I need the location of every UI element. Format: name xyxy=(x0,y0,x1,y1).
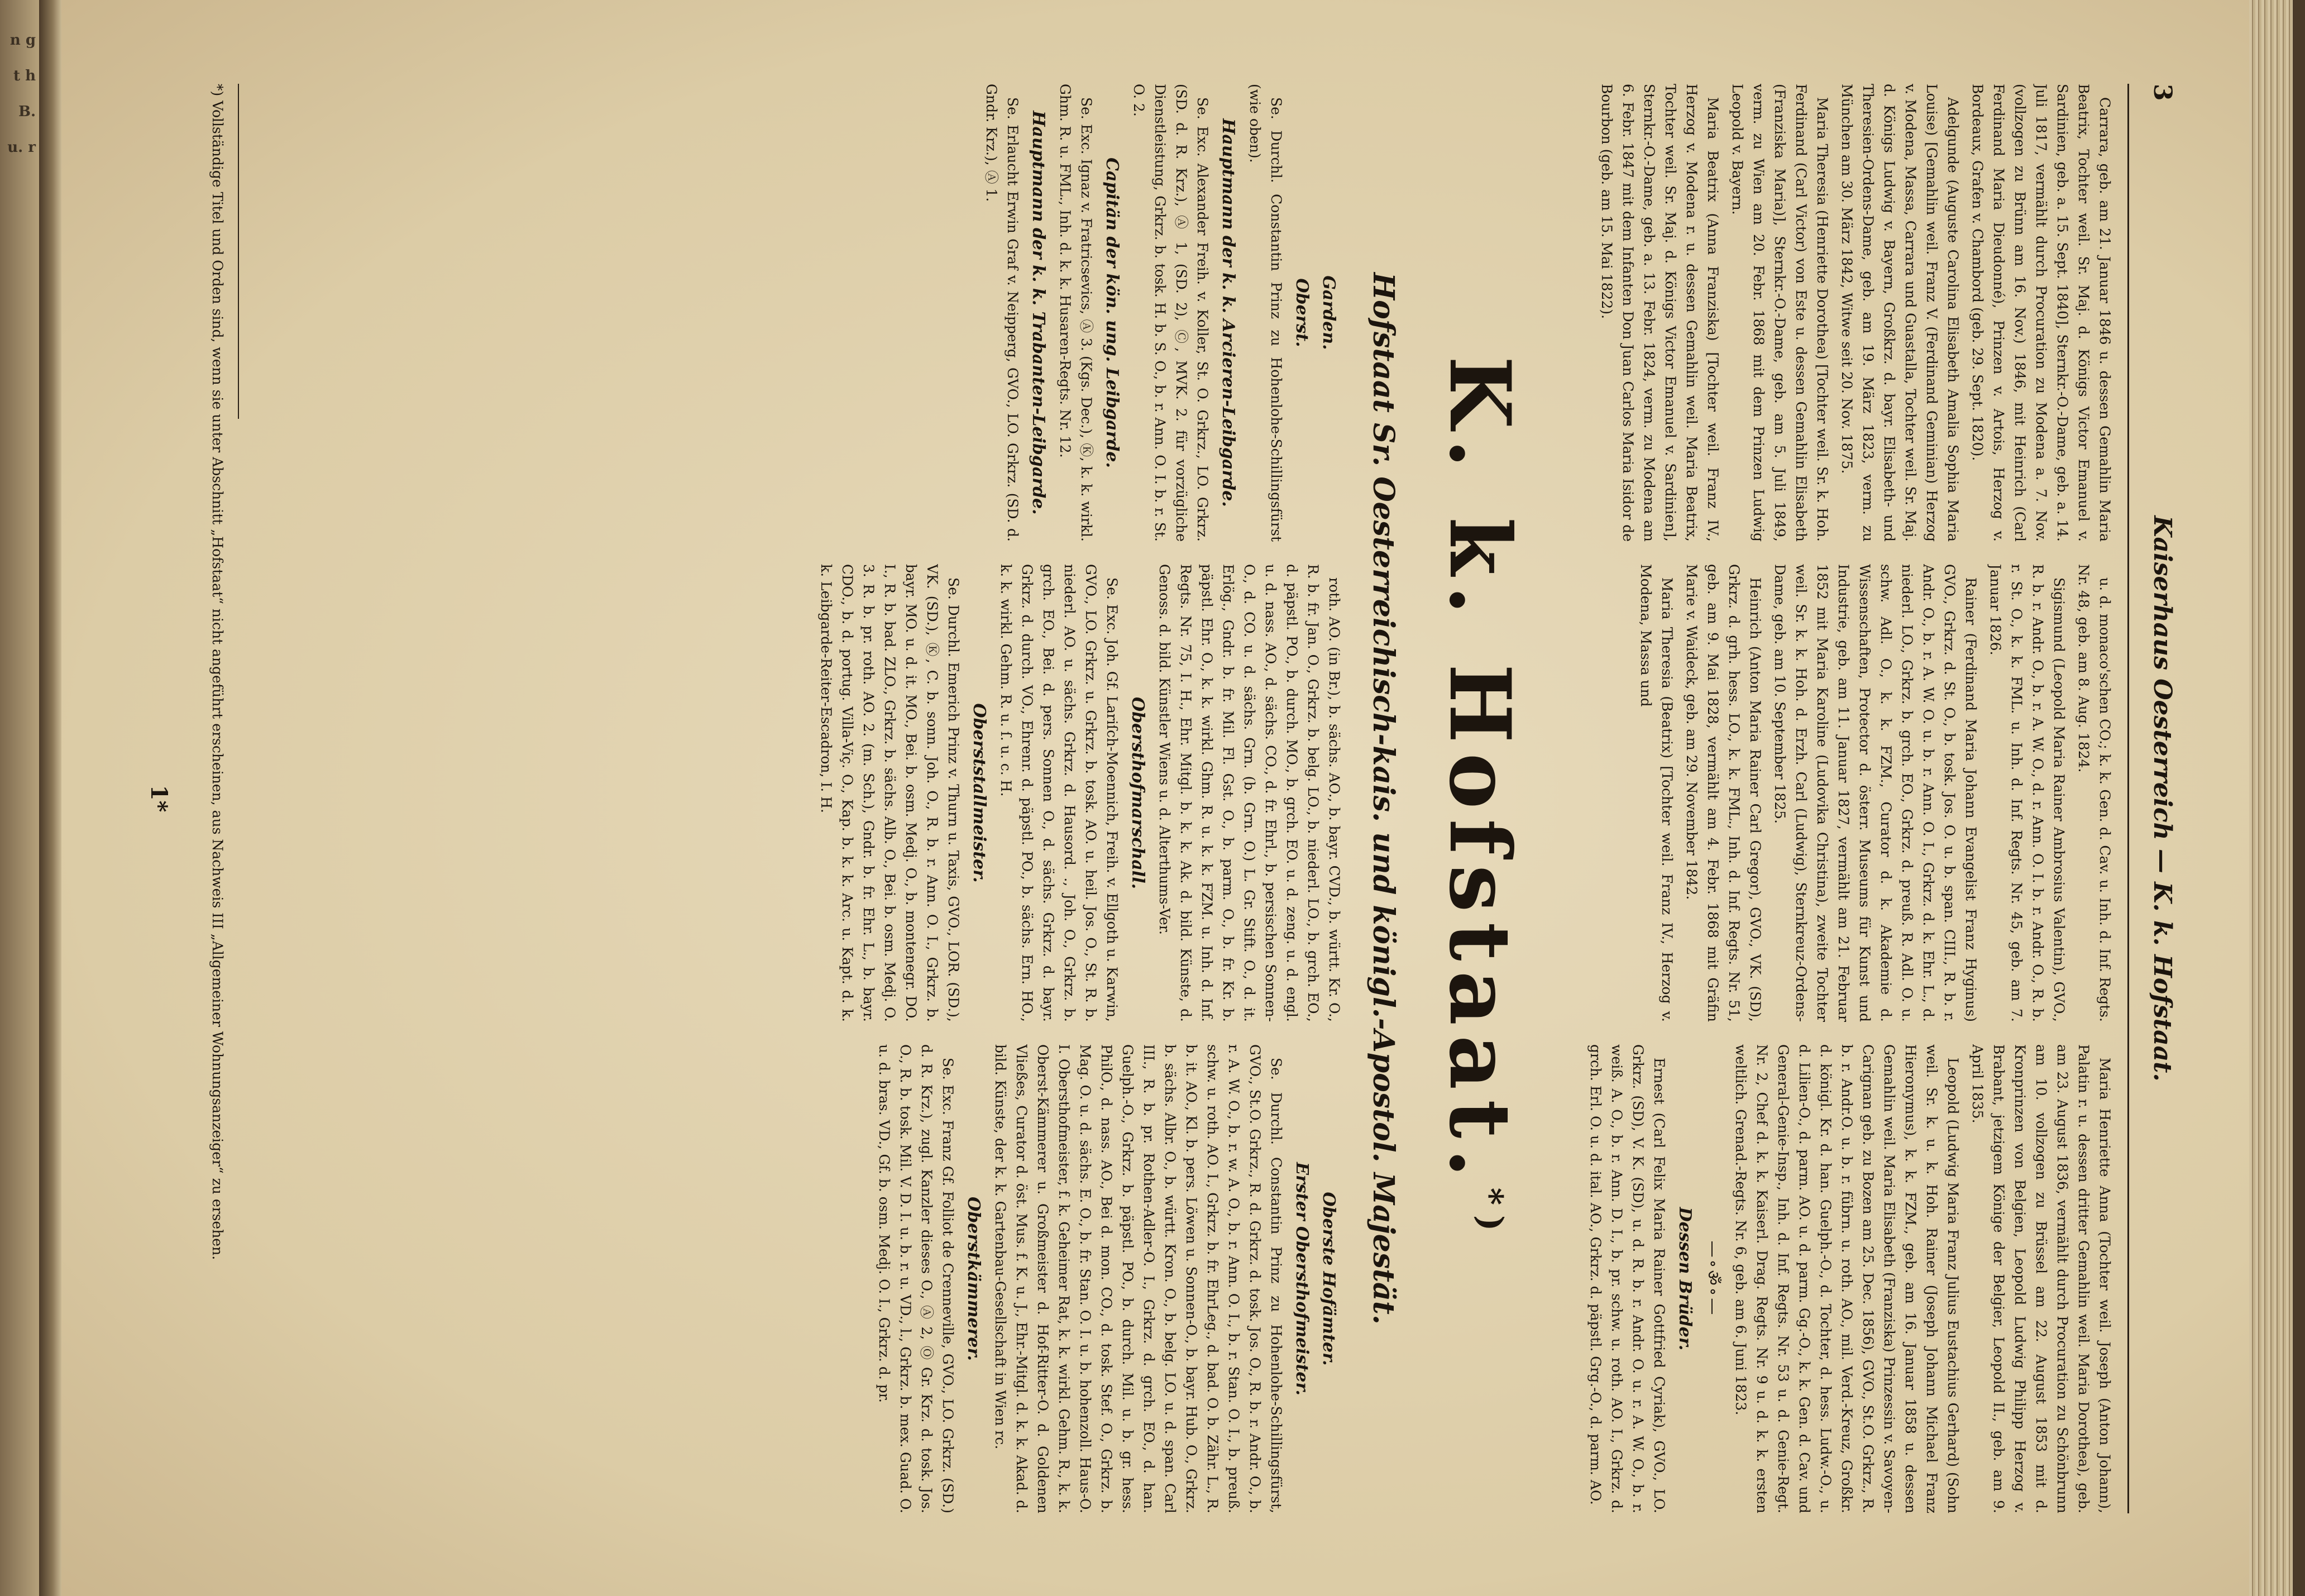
entry-paragraph: Se. Erlaucht Erwin Graf v. Neipperg, GVO., LO. Grkrz. (SD. d. Gndr. Krz.), Ⓐ 1. xyxy=(983,84,1021,542)
entry-paragraph: Heinrich (Anton Maria Rainer Carl Gregor), GVO., VK. (SD), Grkrz. d. grh. hess. LO., k. k. FML., Inh. d. Inf. Regts. Nr. 51, geb. am 9. Mai 1828, vermählt am 4. Febr. 1868 mit Gräfin Marie v. Waideck, geb. am 29. November 1842. xyxy=(1684,564,1763,1022)
book-gutter xyxy=(39,0,61,1596)
entry-paragraph: Maria Beatrix (Anna Franziska) [Tochter weil. Franz IV., Herzog v. Modena r. u. dessen Gemahlin weil. Maria Beatrix, Tochter weil. Sr. Maj. d. Königs Victor Emanuel v. Sardinien], Sternkr.-O.-Dame, geb. a. 13. Febr. 1824, verm. zu Modena am 6. Febr. 1847 mit dem Infanten Don Juan Carlos Maria Isidor de Bourbon (geb. am 15. Mai 1822). xyxy=(1599,84,1721,542)
entry-paragraph: Se. Durchl. Constantin Prinz zu Hohenlohe-Schillingsfürst, GVO., St.O. Grkrz., R. d. Grkrz. d. tosk. Jos. O., R. b. r. Andr. O., b. r. A. W. O., b. r. w. A. O., b. r. Ann. O. I., b. r. Stan. O. I., b. preuß. schw. u. roth. AO. I., Grkrz. b. fr. EhrLeg., d. bad. O. b. Zähr. L., R. b. it. AO., Kl. b. pers. Löwen u. Sonnen-O., b. bayr. Hub. O., Grkrz. b. sächs. Albr. O., b. württ. Kron. O., b. belg. LO. u. d. span. Carl III., R. b. pr. Rothen-Adler-O. I., Grkrz. d. grch. EO., d. han. Guelph.-O., Grkrz. b. päpstl. PO., b. durch. Mil. u. b. gr. hess. PhilO., d. nass. AO., Bei d. mon. CO., d. tosk. Stef. O., Grkrz. b. Mag. O. u. d. sächs. E. O., b. fr. Stan. O. I. u. b. hohenzoll. Haus-O. I. Obersthofmeister, f. k. Geheimer Rat, k. k. wirkl. Gehm. R., k. k. Oberst-Kämmerer u. Großmeister d. Hof-Ritter-O. d. Goldenen Vließes, Curator d. öst. Mus. f. K. u. J., Ehr.-Mitgl. d. k. k. Akad. d. bild. Künste, der k. k. Gartenbau-Gesellschaft in Wien rc. xyxy=(992,1044,1284,1513)
rotated-page-content xyxy=(61,0,2249,1596)
running-header xyxy=(2132,84,2177,1513)
footnote-marker: *) xyxy=(1471,1187,1510,1241)
page-number: 3 xyxy=(2148,84,2177,101)
entry-paragraph: Adelgunde (Auguste Carolina Elisabeth Amalia Sophia Maria Louise) [Gemahlin weil. Franz V. (Ferdinand Geminian) Herzog v. Modena, Massa, Carrara und Guastalla, Tochter weil. Sr. Maj. d. Königs Ludwig v. Bayern, Großkrz. d. bayr. Elisabeth- und Theresien-Ordens-Dame, geb. am 19. März 1823, verm. zu München am 30. März 1842, Witwe seit 20. Nov. 1875. xyxy=(1839,84,1961,542)
subheading-trabanten: Hauptmann der k. k. Trabanten-Leibgarde. xyxy=(1029,111,1048,515)
subheading-hungarian-guard: Capitän der kön. ung. Leibgarde. xyxy=(1102,157,1122,468)
entry-paragraph: Ernest (Carl Felix Maria Rainer Gottfried Cyriak), GVO., LO. Grkrz. (SD), V. K. (SD), u. d. R. b. r. Andr. O. u. r. A. W. O., b. r. weiß. A. O., b. r. Ann. D. I., b. pr. schw. u. roth. AO. I., Grkrz. d. grch. Erl. O. u. d. ital. AO., Grkrz. d. päpstl. Grg.-O., d. parm. AO. xyxy=(1587,1044,1667,1513)
entry-paragraph: Se. Durchl. Constantin Prinz zu Hohenlohe-Schillingsfürst (wie oben). xyxy=(1247,84,1284,542)
entry-paragraph: Se. Exc. Joh. Gf. Lariſch-Moennich, Freih. v. Ellgoth u. Karwin, GVO., LO. Grkrz. u. Grkrz. b. tosk. AO. u. heil. Jos. O., St. R. b. niederl. AO. u. sächs. Grkrz. d. Hausord. ., Joh. O., Grkrz. b. grch. EO., Bei. d. pers. Sonnen O., d. sächs. Grkrz. d. bayr. Grkrz. d. durch. VO., Ehrenr. d. päpstl. PO., b. sächs. Ern. HO., k. k. wirkl. Gehm. R. u. ſ. u. c. H. xyxy=(998,564,1120,1022)
subheading-oberste-hofaemter: Oberste Hofämter. xyxy=(1319,1192,1338,1366)
entry-paragraph: Carrara, geb. am 21. Januar 1846 u. dessen Gemahlin Maria Beatrix, Tochter weil. Sr. Maj. d. Königs Victor Emanuel v. Sardinien, geb. a. 15. Sept. 1840], Sternkr.-O.-Dame, geb. a. 14. Juli 1817, vermählt durch Procuration zu Modena a. 7. Nov. (vollzogen zu Brünn am 16. Nov.) 1846, mit Heinrich (Carl Ferdinand Maria Dieudonné), Prinzen v. Artois, Herzog v. Bordeaux, Grafen v. Chambord (geb. 29. Sept. 1820). xyxy=(1969,84,2113,542)
main-heading xyxy=(1417,84,1529,1513)
footnote-rule xyxy=(238,84,239,419)
header-title: Kaiserhaus Oesterreich — K. k. Hofstaat. xyxy=(2148,515,2177,1082)
main-subheading: Hofstaat Sr. Oesterreichisch-kais. und königl.-Apostol. Majestät. xyxy=(1366,272,1400,1325)
entry-paragraph: Leopold (Ludwig Maria Franz Julius Eustachius Gerhard) (Sohn weil. Sr. k. u. k. Hoh. Rainer (Joseph Johann Michael Franz Hieronymus), k. k. FZM., geb. am 16. Januar 1858 u. dessen Gemahlin weil. Maria Elisabeth (Franziska) Prinzessin v. Savoyen-Carignan geb. zu Bozen am 25. Dec. 1856), GVO., St.O. Grkrz., R. b. r. Andr.O. u. b. r. fübrn. u. roth. AO., mil. Verd.-Kreuz, Großkr. d. königl. Kr. d. han. Guelph.-O., d. Tochter, d. hess. Ludw.-O., u. d. Lilien-O., d. parm. AO. u. d. parm. Gg.-O., k. k. Gen. d. Cav. und General-Genie-Insp., Inh. d. Inf. Regts. Nr. 53 u. d. Genie-Regt. Nr. 2, Chef d. k. k. Kaiserl. Drag. Regts. Nr. 9 u. d. k. k. ersten weltlich. Grenad.-Regts. Nr. 6, geb. am 6. Juni 1823. xyxy=(1733,1044,1961,1513)
header-rule xyxy=(2127,84,2129,1513)
entry-paragraph: roth. AO. (in Br.), b. sächs. AO., b. bayr. CVD., b. württ. Kr. O., R. b. fr. Jan. O., Grkrz. b. belg. LO., b. niederl. LO., b. grch. EO., d. päpstl. PO., b. durch. MO., b. grch. EO. u. d. zeng. u. d. engl. u. d. nass. AO., d. sächs. CO., d. fr. Ehrl., b. persischen Sonnen-O., d. CO. u. d. sächs. Grn. (b. Grn. O.) L. Gr. Stift. O., d. it. Erlög., Gndr. b. fr. Mil. Fl. Gst. O., b. parm. O., b. fr. Kr. b. päpstl. Ehr. O., k. k. wirkl. Ghm. R. u. k. k. FZM. u. Inh. d. Inf. Regts. Nr. 75, I. H., Ehr. Mitgl. b. k. k. Ak. d. bild. Künste, d. Genoss. d. bild. Künstler Wiens u. d. Alterthums-Ver. xyxy=(1156,564,1342,1022)
entry-paragraph: Se. Exc. Alexander Freih. v. Koller, St. O. Grkrz., LO. Grkrz. (SD. d. R. Krz.), Ⓐ 1, (SD. 2), Ⓒ, MVK. 2. für vorzügliche Dienstleistung, Grkrz. b. tosk. H. b. S. O., b. r. Ann. O. I. b. r. St. O. 2. xyxy=(1131,84,1211,542)
previous-page-edge xyxy=(0,0,39,1596)
column-left xyxy=(1546,1044,2115,1513)
column-right xyxy=(1546,564,2115,1022)
column-marshal xyxy=(250,564,1345,1022)
column-far-right xyxy=(1546,84,2115,542)
subheading-oberststallmeister: Oberststallmeister. xyxy=(969,703,989,883)
book-edge-shadow xyxy=(2293,0,2305,1596)
subheading-obersthofmarschall: Obersthofmarschall. xyxy=(1128,696,1147,890)
column-garden xyxy=(250,84,1345,542)
entry-paragraph: Maria Theresia (Henriette Dorothea) [Tochter weil. Sr. k. Hoh. Ferdinand (Carl Victor) von Este u. dessen Gemahlin Elisabeth (Franziska Maria)], Sternkr.-O.-Dame, geb. am 5. Juli 1849, verm. zu Wien am 20. Febr. 1868 mit dem Prinzen Ludwig Leopold v. Bayern. xyxy=(1729,84,1830,542)
main-heading-title: K. k. Hofstaat. xyxy=(1431,356,1529,1188)
subheading-obersthofmeister: Erster Obersthofmeister. xyxy=(1292,1162,1312,1396)
footnote: *) Vollständige Titel und Orden sind, wenn sie unter Abschnitt „Hofstaat“ nicht angeführt erscheinen, aus Nachweis III „Allgemeiner Wohnungsanzeiger“ zu ersehen. xyxy=(209,84,226,1260)
entry-paragraph: Se. Exc. Franz Gf. Folliot de Crenneville, GVO., LO. Grkrz. (SD.) d. R. Krz.), zugl. Kanzler dieses O., Ⓐ 2, Ⓞ Gr. Krz. d. tosk. Jos. O., R. b. tosk. Mil. V. D. I. u. b. r. u. VD., l., Grkrz. b. mex. Guad. O. u. d. bras. VD., Gf. b. osm. Medj. O. I., Grkrz. d. pr. xyxy=(876,1044,956,1513)
entry-paragraph: Sigismund (Leopold Maria Rainer Ambrosius Valentin), GVO., R. b. r. Andr. O., b. r. A. W. O., d. r. Ann. O. I. b. r. Andr. O., R. b. r. St. O., k. k. FML. u. Inh. d. Inf. Regts. Nr. 45, geb. am 7. Januar 1826. xyxy=(1987,564,2067,1022)
entry-paragraph: Rainer (Ferdinand Maria Johann Evangelist Franz Hyginus) GVO., Grkrz. d. St. O., b. tosk. Jos. O. u. b. span. CIII., R. b. r. Andr. O., b. r. A. W. O. u. b. r. Ann. O. I., Grkrz. d. k. Ehr. L., d. niederl. LO., Grkrz. b. grch. EO., Grkrz. d. preuß. R. Adl. O. u. schw. Adl. O., k. k. FZM., Curator d. k. Akademie d. Wissenschaften, Protector d. österr. Museums für Kunst und Industrie, geb. am 11. Januar 1827, vermählt am 21. Februar 1852 mit Maria Karoline (Ludovika Christina), zweite Tochter weil. Sr. k. k. Hoh. d. Erzh. Carl (Ludwig), Sternkreuz-Ordens-Dame, geb. am 10. September 1825. xyxy=(1772,564,1979,1022)
entry-paragraph: Se. Exc. Ignaz v. Fratricsevics, Ⓐ 3. (Kgs. Dec.), Ⓚ, k. k. wirkl. Ghm. R. u. FML., Inh. d. k. k. Husaren-Regts. Nr. 12. xyxy=(1057,84,1094,542)
subheading-oberstkaemmerer: Oberstkämmerer. xyxy=(964,1197,983,1361)
entry-paragraph: Maria Henriette Anna (Tochter weil. Joseph (Anton Johann), Palatin r. u. dessen dritter Gemahlin weil. Maria Dorothea), geb. am 23. August 1836, vermählt durch Procuration zu Schönbrunn am 10. vollzogen zu Brüssel am 22. August 1853 mit d. Kronprinzen von Belgien, Leopold Ludwig Philipp Herzog v. Brabant, jetzigem Könige der Belgier, Leopold II., geb. am 9. April 1835. xyxy=(1969,1044,2113,1513)
entry-paragraph: u. d. monaco'schen CO.; k. k. Gen. d. Cav. u. Inh. d. Inf. Regts. Nr. 48, geb. am 8. Aug. 1824. xyxy=(2076,564,2113,1022)
book-page xyxy=(61,0,2249,1596)
subheading-oberst: Oberst. xyxy=(1292,278,1312,347)
entry-paragraph: Se. Durchl. Emerich Prinz v. Thurn u. Taxis, GVO., LOR. (SD.), VK. (SD.), Ⓚ, C. b. sonn. Joh. O., R. b. r. Ann. O. I., Grkrz. b. bayr. MO. u. d. it. MO., Bei. b. osm. Medj. O., b. montenegr. DO. I., R. b. bad. ZLO., Grkrz. b. sächs. Alb. O., Bei. b. osm. Medj. O. 3. R. b. pr. roth. AO. 2. (m. Sch.), Gndr. b. fr. Ehr. L., b. bayr. CDO., b. d. portug. Villa-Viç. O., Kap. b. k. k. Arc. u. Kapt. d. k. k. Leibgarde-Reiter-Escadron, I. H. xyxy=(818,564,962,1022)
subheading-arcieren: Hauptmann der k. k. Arcieren-Leibgarde. xyxy=(1218,118,1238,507)
previous-page-text: n g t h B. u. r xyxy=(7,32,36,156)
entry-paragraph: Maria Theresia (Beatrix) [Tochter weil. Franz IV., Herzog v. Modena, Massa und xyxy=(1638,564,1675,1022)
subheading-brothers: Dessen Brüder. xyxy=(1675,1207,1695,1351)
signature-mark: 1* xyxy=(146,785,172,813)
column-hofaemter xyxy=(250,1044,1345,1513)
subheading-garden: Garden. xyxy=(1319,275,1338,350)
ornament-divider: —∘ॐ∘— xyxy=(1703,1240,1723,1317)
